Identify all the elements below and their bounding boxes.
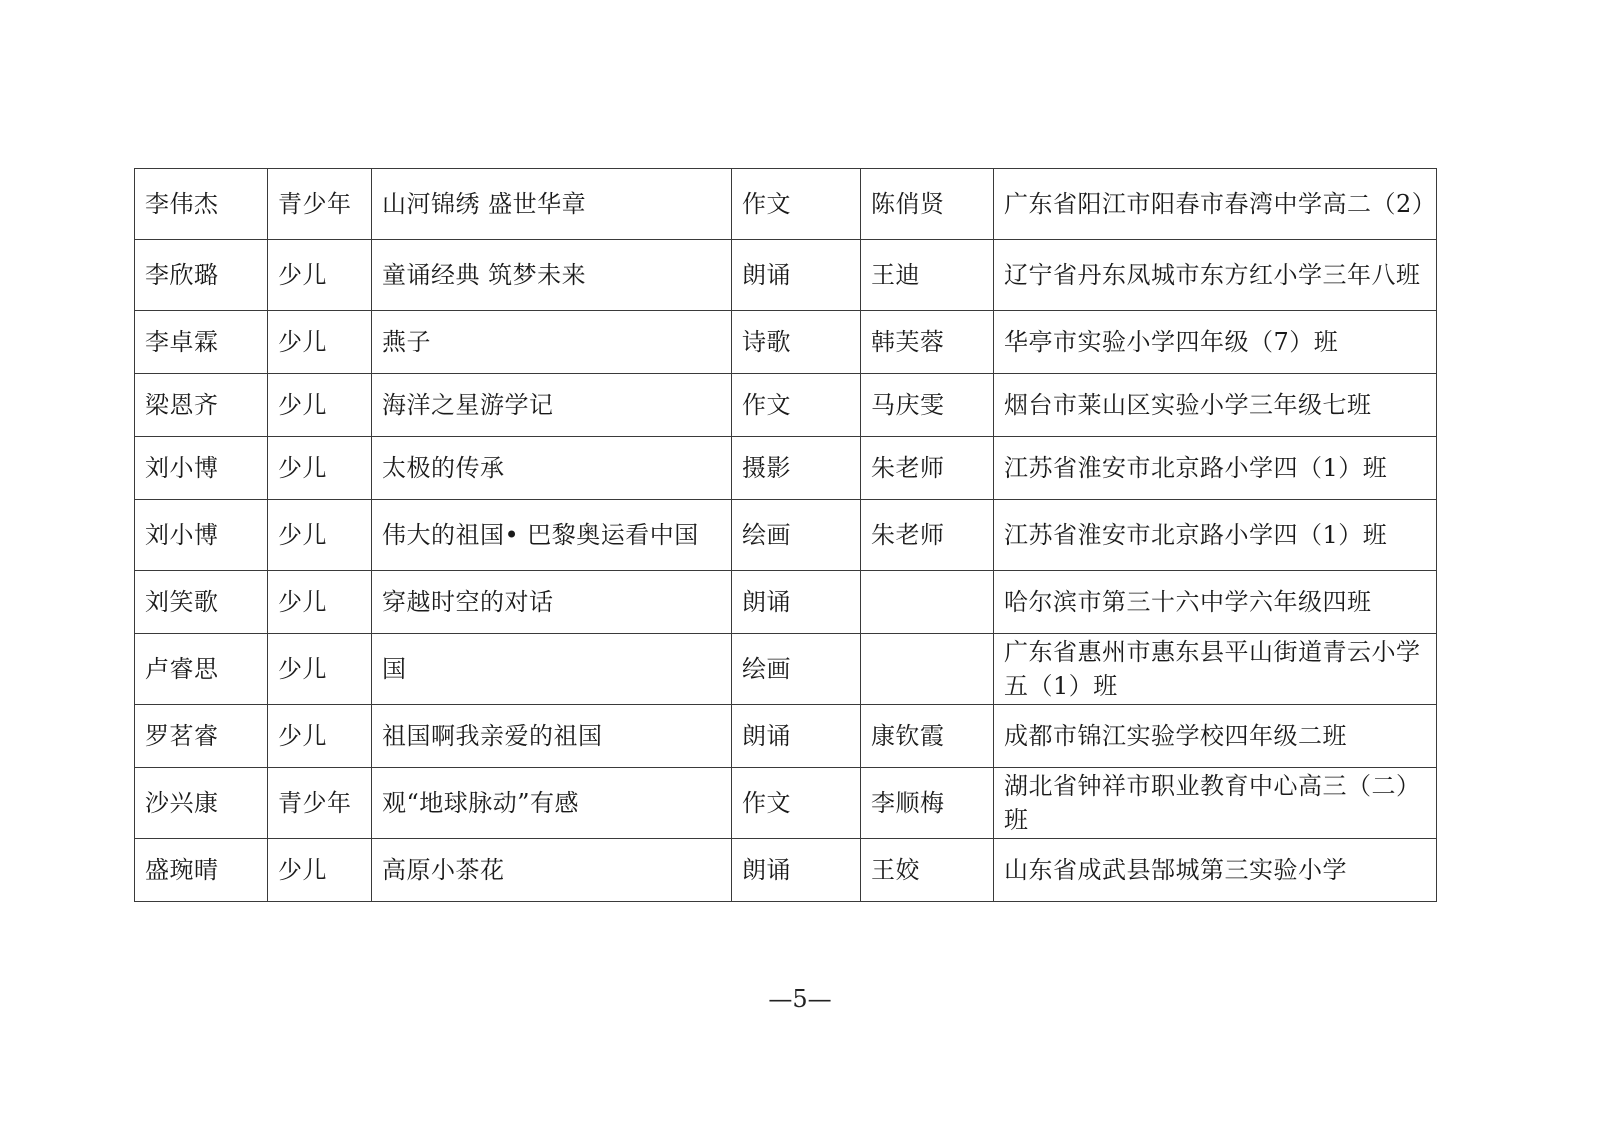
cell-age-group: 少儿 (268, 839, 372, 902)
cell-age-group: 少儿 (268, 437, 372, 500)
cell-student-name: 刘小博 (135, 500, 268, 571)
cell-student-name: 刘笑歌 (135, 571, 268, 634)
cell-school: 烟台市莱山区实验小学三年级七班 (994, 374, 1437, 437)
cell-work-title: 高原小茶花 (372, 839, 732, 902)
cell-teacher: 朱老师 (861, 437, 994, 500)
table-row (135, 634, 1437, 705)
cell-category: 摄影 (732, 437, 861, 500)
cell-school: 广东省阳江市阳春市春湾中学高二（2） (994, 169, 1437, 240)
cell-teacher: 朱老师 (861, 500, 994, 571)
cell-category: 作文 (732, 768, 861, 839)
cell-student-name: 李卓霖 (135, 311, 268, 374)
table-row (135, 500, 1437, 571)
awards-table (134, 168, 1437, 902)
cell-age-group: 少儿 (268, 500, 372, 571)
cell-age-group: 少儿 (268, 571, 372, 634)
cell-age-group: 少儿 (268, 311, 372, 374)
cell-work-title: 燕子 (372, 311, 732, 374)
cell-student-name: 盛琬晴 (135, 839, 268, 902)
cell-student-name: 李伟杰 (135, 169, 268, 240)
cell-age-group: 少儿 (268, 705, 372, 768)
table-row (135, 705, 1437, 768)
cell-school: 山东省成武县郜城第三实验小学 (994, 839, 1437, 902)
cell-category: 诗歌 (732, 311, 861, 374)
cell-work-title: 穿越时空的对话 (372, 571, 732, 634)
cell-age-group: 少儿 (268, 634, 372, 705)
cell-work-title: 太极的传承 (372, 437, 732, 500)
cell-work-title: 海洋之星游学记 (372, 374, 732, 437)
cell-work-title: 伟大的祖国• 巴黎奥运看中国 (372, 500, 732, 571)
cell-work-title: 国 (372, 634, 732, 705)
cell-student-name: 梁恩齐 (135, 374, 268, 437)
cell-school: 哈尔滨市第三十六中学六年级四班 (994, 571, 1437, 634)
cell-work-title: 祖国啊我亲爱的祖国 (372, 705, 732, 768)
awards-table-body (135, 169, 1437, 902)
cell-teacher: 陈俏贤 (861, 169, 994, 240)
cell-student-name: 李欣璐 (135, 240, 268, 311)
cell-category: 朗诵 (732, 705, 861, 768)
cell-teacher (861, 571, 994, 634)
cell-teacher: 王迪 (861, 240, 994, 311)
cell-school: 成都市锦江实验学校四年级二班 (994, 705, 1437, 768)
cell-student-name: 刘小博 (135, 437, 268, 500)
cell-category: 作文 (732, 169, 861, 240)
table-row (135, 374, 1437, 437)
cell-school: 江苏省淮安市北京路小学四（1）班 (994, 437, 1437, 500)
cell-teacher: 王姣 (861, 839, 994, 902)
cell-age-group: 少儿 (268, 240, 372, 311)
cell-category: 朗诵 (732, 571, 861, 634)
cell-work-title: 观“地球脉动”有感 (372, 768, 732, 839)
cell-teacher (861, 634, 994, 705)
cell-student-name: 沙兴康 (135, 768, 268, 839)
cell-age-group: 青少年 (268, 768, 372, 839)
cell-school: 华亭市实验小学四年级（7）班 (994, 311, 1437, 374)
cell-age-group: 少儿 (268, 374, 372, 437)
cell-student-name: 罗茗睿 (135, 705, 268, 768)
cell-school: 辽宁省丹东凤城市东方红小学三年八班 (994, 240, 1437, 311)
cell-category: 朗诵 (732, 240, 861, 311)
cell-school: 广东省惠州市惠东县平山街道青云小学五（1）班 (994, 634, 1437, 705)
table-row (135, 311, 1437, 374)
cell-category: 绘画 (732, 634, 861, 705)
cell-work-title: 童诵经典 筑梦未来 (372, 240, 732, 311)
table-row (135, 169, 1437, 240)
cell-teacher: 康钦霞 (861, 705, 994, 768)
table-row (135, 240, 1437, 311)
page-number: —5— (768, 985, 832, 1013)
cell-teacher: 马庆雯 (861, 374, 994, 437)
cell-age-group: 青少年 (268, 169, 372, 240)
cell-teacher: 韩芙蓉 (861, 311, 994, 374)
cell-work-title: 山河锦绣 盛世华章 (372, 169, 732, 240)
table-row (135, 437, 1437, 500)
cell-teacher: 李顺梅 (861, 768, 994, 839)
cell-category: 绘画 (732, 500, 861, 571)
cell-category: 作文 (732, 374, 861, 437)
cell-school: 湖北省钟祥市职业教育中心高三（二）班 (994, 768, 1437, 839)
table-row (135, 839, 1437, 902)
table-row (135, 768, 1437, 839)
table-row (135, 571, 1437, 634)
cell-school: 江苏省淮安市北京路小学四（1）班 (994, 500, 1437, 571)
cell-category: 朗诵 (732, 839, 861, 902)
cell-student-name: 卢睿思 (135, 634, 268, 705)
